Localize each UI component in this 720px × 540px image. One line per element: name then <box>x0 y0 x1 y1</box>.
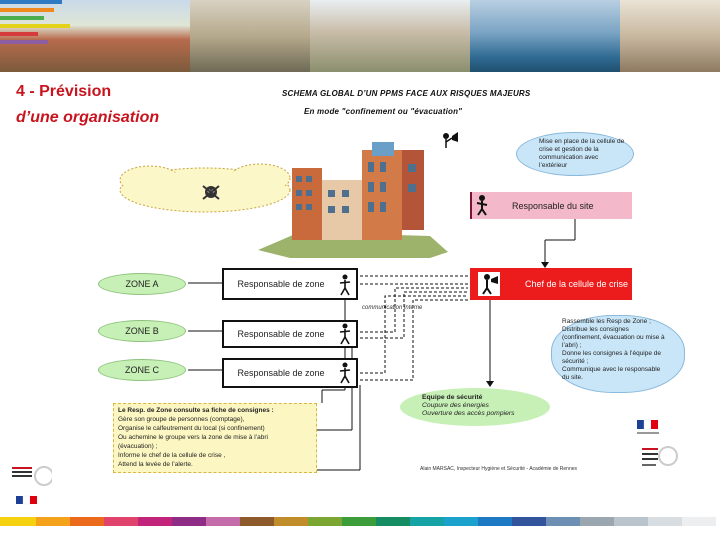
safety-team-title: Equipe de sécurité <box>422 394 483 401</box>
callout-line: Rassemble les Resp de Zone ; <box>562 318 651 325</box>
stick-figure-icon <box>474 194 490 216</box>
academie-logo <box>640 444 680 478</box>
crisis-cell-callout <box>516 132 634 176</box>
megaphone-figure-icon <box>478 272 500 296</box>
zone-b-ellipse <box>98 320 186 342</box>
callout-line: sécurité ; <box>562 358 589 365</box>
callout-line: communication avec <box>539 154 599 161</box>
skull-icon <box>203 186 219 199</box>
callout-line: Distribue les consignes <box>562 326 629 333</box>
zone-b-label: ZONE B <box>125 326 159 336</box>
zone-a-manager-label: Responsable de zone <box>237 279 325 289</box>
slide-title-line1: 4 - Prévision <box>16 83 112 100</box>
author-credit: Alain MARSAC, Inspecteur Hygiène et Sécurité - Académie de Rennes <box>420 466 578 472</box>
slide-title-line2: d’une organisation <box>16 109 160 126</box>
instruction-line: Gère son groupe de personnes (comptage), <box>118 416 245 423</box>
zone-a-label: ZONE A <box>125 279 159 289</box>
safety-team-ellipse <box>400 388 550 426</box>
stick-figure-icon <box>338 274 352 296</box>
academie-logo <box>6 462 52 512</box>
instruction-line: Informe le chef de la cellule de crise , <box>118 452 226 459</box>
crisis-cell-chief-label: Chef de la cellule de crise <box>525 279 629 289</box>
instruction-line: Ou achemine le groupe vers la zone de mise à l’abri <box>118 434 268 441</box>
safety-team-line: Ouverture des accès pompiers <box>422 410 515 417</box>
zone-c-label: ZONE C <box>124 365 159 375</box>
callout-line: Donne les consignes à l’équipe de <box>562 350 662 357</box>
stick-figure-icon <box>338 362 352 384</box>
zone-manager-instructions <box>113 403 317 473</box>
footer-color-bar <box>0 517 720 526</box>
zone-c-manager-label: Responsable de zone <box>237 368 325 378</box>
instruction-line: Attend la levée de l’alerte. <box>118 461 193 468</box>
site-manager-label: Responsable du site <box>512 200 594 211</box>
callout-line: Mise en place de la cellule de <box>539 138 625 145</box>
callout-line: du site. <box>562 374 583 381</box>
diagram-subheading: En mode "confinement ou "évacuation" <box>304 107 463 116</box>
callout-line: crise et gestion de la <box>539 146 599 153</box>
zone-c-ellipse <box>98 359 186 381</box>
zone-b-manager-label: Responsable de zone <box>237 329 325 339</box>
megaphone-figure-icon <box>443 132 458 148</box>
instruction-line: (évacuation) ; <box>118 443 158 450</box>
zone-a-ellipse <box>98 273 186 295</box>
stick-figure-icon <box>338 323 352 345</box>
site-manager-box <box>470 192 632 219</box>
callout-line: Communique avec le responsable <box>562 366 661 373</box>
diagram-heading: SCHEMA GLOBAL D’UN PPMS FACE AUX RISQUES MAJEURS <box>282 89 531 98</box>
callout-line: l’extérieur <box>539 162 568 169</box>
safety-team-line: Coupure des énergies <box>422 402 489 409</box>
instruction-line: Organise le calfeutrement du local (si confinement) <box>118 425 265 432</box>
callout-line: l’abri) ; <box>562 342 582 349</box>
chief-duties-callout <box>551 315 685 393</box>
internal-communication-label: communication interne <box>362 305 423 311</box>
instructions-title: Le Resp. de Zone consulte sa fiche de consignes : <box>118 407 274 414</box>
callout-line: (confinement, évacuation ou mise à <box>562 334 665 341</box>
building-illustration <box>258 142 448 258</box>
